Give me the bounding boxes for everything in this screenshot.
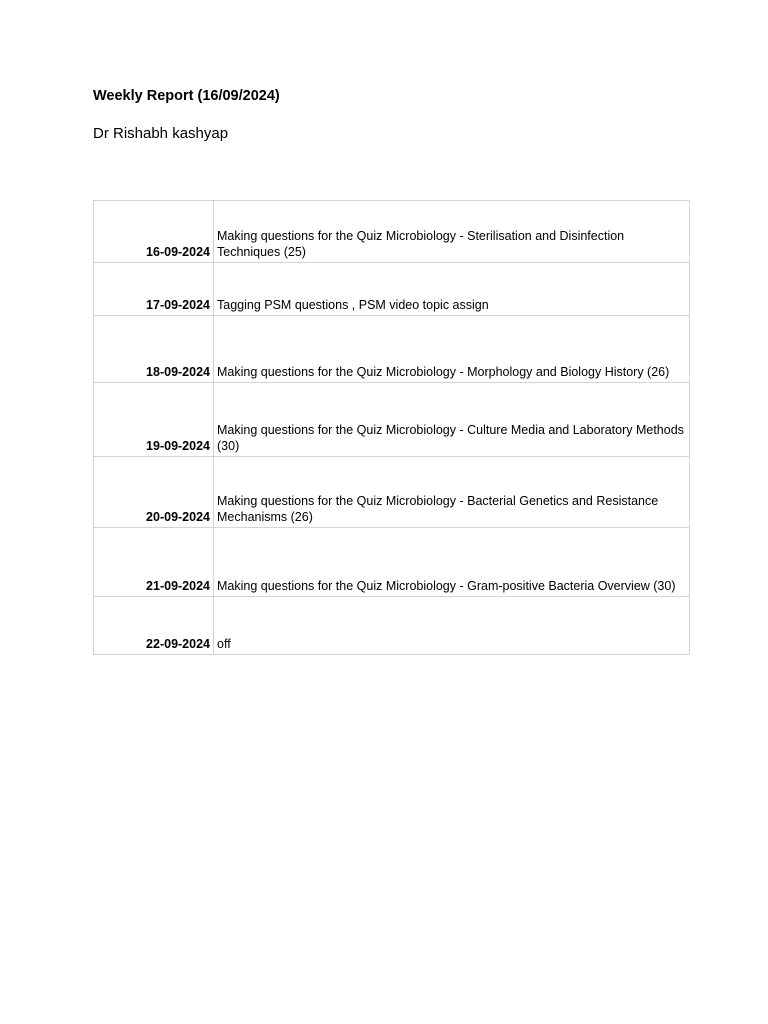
date-cell: 21-09-2024 xyxy=(94,528,214,597)
weekly-report-table xyxy=(93,200,690,655)
table-row xyxy=(94,316,690,383)
date-cell: 20-09-2024 xyxy=(94,457,214,528)
task-cell: Making questions for the Quiz Microbiology - Bacterial Genetics and Resistance Mechanisms (26) xyxy=(214,457,690,528)
table-row xyxy=(94,597,690,655)
task-cell: Making questions for the Quiz Microbiology - Culture Media and Laboratory Methods (30) xyxy=(214,383,690,457)
date-cell: 22-09-2024 xyxy=(94,597,214,655)
date-cell: 18-09-2024 xyxy=(94,316,214,383)
table-row xyxy=(94,457,690,528)
date-cell: 16-09-2024 xyxy=(94,201,214,263)
date-cell: 19-09-2024 xyxy=(94,383,214,457)
task-cell: Making questions for the Quiz Microbiology - Morphology and Biology History (26) xyxy=(214,316,690,383)
table-row xyxy=(94,383,690,457)
table-row xyxy=(94,263,690,316)
table-row xyxy=(94,201,690,263)
task-cell: Making questions for the Quiz Microbiology - Gram-positive Bacteria Overview (30) xyxy=(214,528,690,597)
report-title: Weekly Report (16/09/2024) xyxy=(93,88,280,104)
task-cell: off xyxy=(214,597,690,655)
task-cell: Making questions for the Quiz Microbiology - Sterilisation and Disinfection Techniques (25) xyxy=(214,201,690,263)
table-row xyxy=(94,528,690,597)
author-name: Dr Rishabh kashyap xyxy=(93,125,229,142)
task-cell: Tagging PSM questions , PSM video topic assign xyxy=(214,263,690,316)
date-cell: 17-09-2024 xyxy=(94,263,214,316)
